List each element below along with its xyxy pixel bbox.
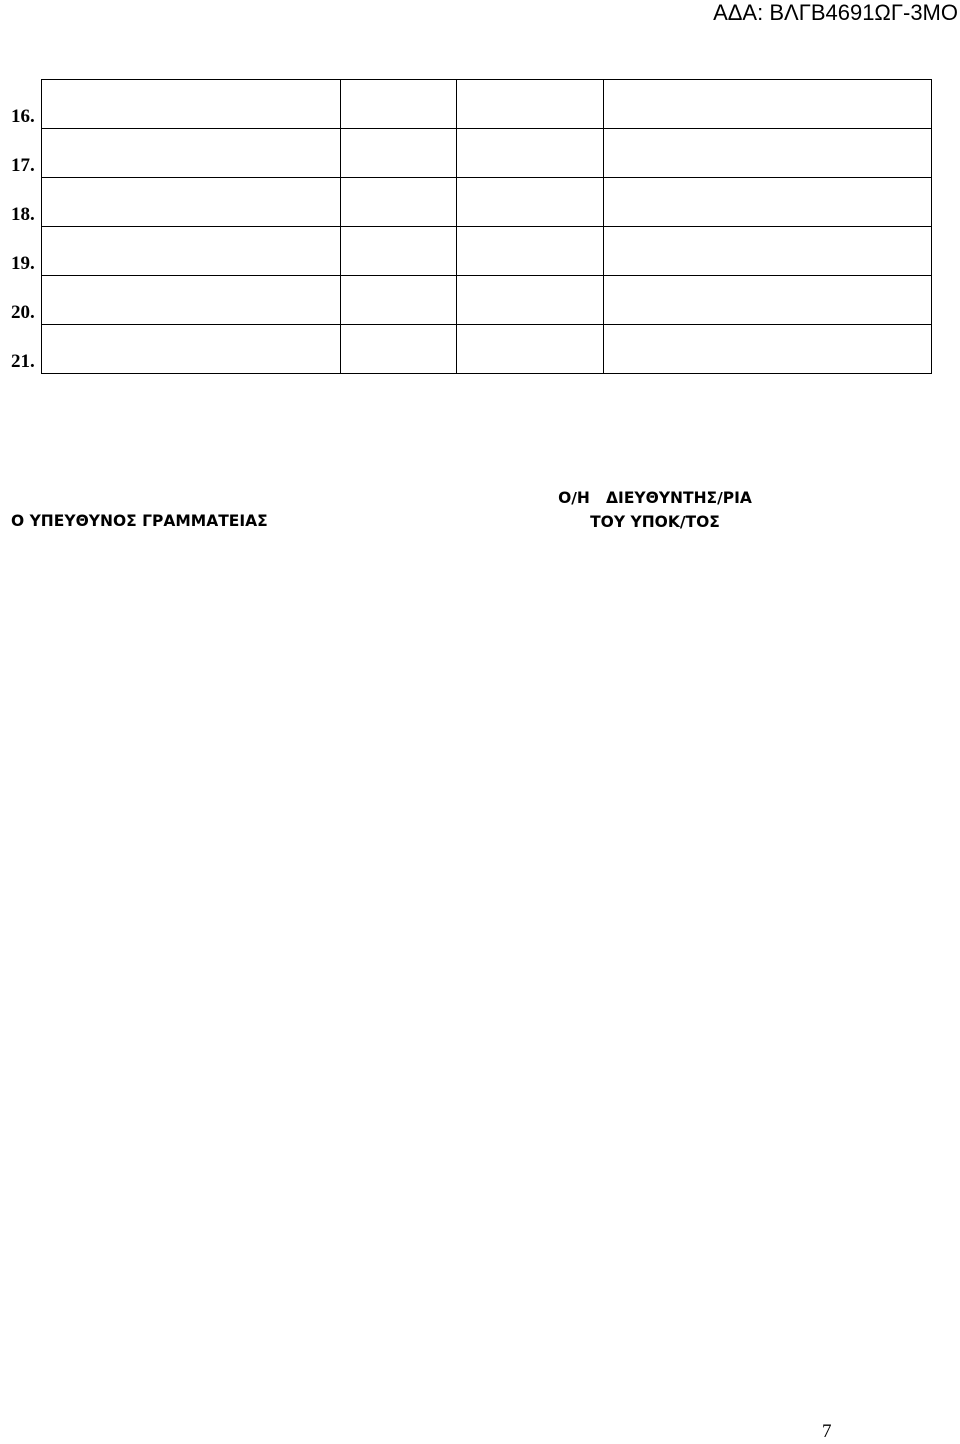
table-cell	[41, 325, 340, 374]
secretariat-signature-label: Ο ΥΠΕΥΘΥΝΟΣ ΓΡΑΜΜΑΤΕΙΑΣ	[11, 512, 268, 530]
ada-code-header: ΑΔΑ: ΒΛΓΒ4691ΩΓ-3ΜΟ	[713, 0, 958, 25]
table-cell	[603, 227, 931, 276]
table-cell	[456, 178, 603, 227]
table-cell	[456, 129, 603, 178]
table-cell	[340, 80, 456, 129]
records-table	[4, 79, 932, 374]
table-row	[4, 178, 931, 227]
table-cell	[456, 80, 603, 129]
row-number: 16.	[4, 80, 41, 129]
row-number: 19.	[4, 227, 41, 276]
row-number: 17.	[4, 129, 41, 178]
table-cell	[456, 325, 603, 374]
page-number: 7	[822, 1421, 832, 1442]
table-cell	[603, 129, 931, 178]
table-cell	[340, 276, 456, 325]
row-number: 21.	[4, 325, 41, 374]
table-row	[4, 80, 931, 129]
table-cell	[603, 325, 931, 374]
table-cell	[456, 276, 603, 325]
director-signature-line1: Ο/Η ΔΙΕΥΘΥΝΤΗΣ/ΡΙΑ	[558, 489, 752, 507]
table-row	[4, 325, 931, 374]
table-cell	[41, 80, 340, 129]
director-signature-line2: ΤΟΥ ΥΠΟΚ/ΤΟΣ	[590, 513, 720, 531]
director-signature-block	[490, 486, 820, 534]
table-cell	[340, 129, 456, 178]
table-cell	[340, 325, 456, 374]
table-cell	[603, 178, 931, 227]
table-cell	[41, 129, 340, 178]
row-number: 20.	[4, 276, 41, 325]
table-cell	[41, 227, 340, 276]
table-cell	[340, 227, 456, 276]
table-cell	[456, 227, 603, 276]
table-row	[4, 129, 931, 178]
table-row	[4, 276, 931, 325]
table-cell	[41, 178, 340, 227]
table-cell	[340, 178, 456, 227]
table-cell	[603, 80, 931, 129]
table-row	[4, 227, 931, 276]
table-cell	[603, 276, 931, 325]
row-number: 18.	[4, 178, 41, 227]
table-cell	[41, 276, 340, 325]
